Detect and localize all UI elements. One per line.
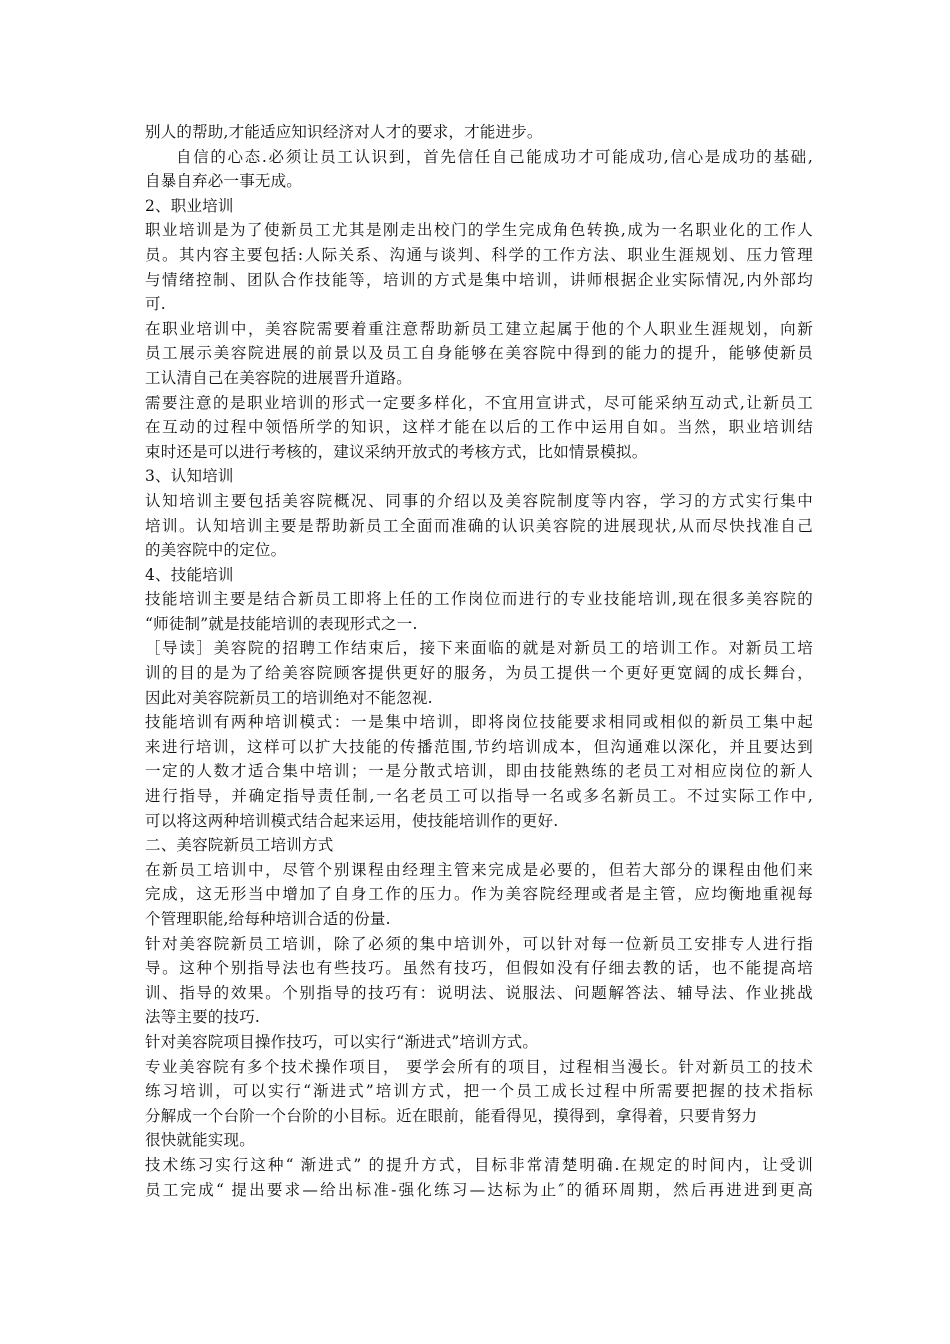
text-line: 员工展示美容院进展的前景以及员工自身能够在美容院中得到的能力的提升，能够使新员 bbox=[145, 344, 813, 363]
text-line: 个管理职能,给每种培训合适的份量. bbox=[145, 910, 391, 928]
text-line: 来进行培训，这样可以扩大技能的传播范围,节约培训成本，但沟通难以深化，并且要达到 bbox=[145, 737, 813, 756]
text-line: 二、美容院新员工培训方式 bbox=[145, 836, 334, 855]
text-line: 技能培训有两种培训模式：一是集中培训，即将岗位技能要求相同或相似的新员工集中起 bbox=[145, 713, 813, 732]
text-line: 可. bbox=[145, 295, 166, 314]
text-line: 3、认知培训 bbox=[145, 467, 234, 486]
text-line: 很快就能实现。 bbox=[145, 1131, 255, 1150]
text-line: 在互动的过程中领悟所学的知识，这样才能在以后的工作中运用自如。当然，职业培训结 bbox=[145, 418, 813, 437]
text-line: 需要注意的是职业培训的形式一定要多样化，不宜用宣讲式，尽可能采纳互动式,让新员工 bbox=[145, 393, 813, 412]
text-line: 认知培训主要包括美容院概况、同事的介绍以及美容院制度等内容，学习的方式实行集中 bbox=[145, 491, 813, 510]
text-line: 可以将这两种培训模式结合起来运用，使技能培训作的更好. bbox=[145, 811, 559, 830]
text-line: 束时还是可以进行考核的，建议采纳开放式的考核方式，比如情景模拟。 bbox=[145, 442, 648, 461]
text-line: 针对美容院项目操作技巧，可以实行“渐进式”培训方式。 bbox=[145, 1032, 539, 1051]
text-line: 完成，这无形当中增加了自身工作的压力。作为美容院经理或者是主管，应均衡地重视每 bbox=[145, 885, 813, 904]
text-line: 专业美容院有多个技术操作项目， 要学会所有的项目，过程相当漫长。针对新员工的技术 bbox=[145, 1057, 813, 1076]
text-line: 的美容院中的定位。 bbox=[145, 541, 287, 560]
text-line: 工认清自己在美容院的进展晋升道路。 bbox=[145, 368, 412, 387]
text-line: 员工完成“ 提出要求—给出标准-强化练习—达标为止″的循环周期，然后再进进到更高 bbox=[145, 1180, 813, 1199]
text-line: 别人的帮助,才能适应知识经济对人才的要求，才能进步。 bbox=[145, 123, 543, 141]
document-page bbox=[145, 120, 813, 1202]
text-line: 因此对美容院新员工的培训绝对不能忽视. bbox=[145, 688, 433, 707]
text-line: 培训。认知培训主要是帮助新员工全面而准确的认识美容院的进展现状,从而尽快找准自己 bbox=[145, 516, 813, 535]
text-line: 与情绪控制、团队合作技能等，培训的方式是集中培训，讲师根据企业实际情况,内外部均 bbox=[145, 270, 813, 289]
text-line: 法等主要的技巧. bbox=[145, 1008, 261, 1027]
text-line: 自暴自弃必一事无成。 bbox=[145, 172, 303, 191]
text-line: 训、指导的效果。个别指导的技巧有：说明法、说服法、问题解答法、辅导法、作业挑战 bbox=[145, 983, 813, 1002]
text-line: 员。其内容主要包括:人际关系、沟通与谈判、科学的工作方法、职业生涯规划、压力管理 bbox=[145, 245, 813, 264]
text-line: 进行指导，并确定指导责任制,一名老员工可以指导一名或多名新员工。不过实际工作中, bbox=[145, 787, 813, 806]
text-line: 练习培训，可以实行“渐进式”培训方式，把一个员工成长过程中所需要把握的技术指标 bbox=[145, 1082, 813, 1101]
text-line: 4、技能培训 bbox=[145, 565, 234, 584]
text-line: 导。这种个别指导法也有些技巧。虽然有技巧，但假如没有仔细去教的话，也不能提高培 bbox=[145, 959, 813, 978]
text-line: 分解成一个台阶一个台阶的小目标。近在眼前，能看得见，摸得到，拿得着，只要肯努力 bbox=[145, 1106, 758, 1125]
text-line: 在新员工培训中，尽管个别课程由经理主管来完成是必要的，但若大部分的课程由他们来 bbox=[145, 860, 813, 879]
text-line: 针对美容院新员工培训，除了必须的集中培训外，可以针对每一位新员工安排专人进行指 bbox=[145, 934, 813, 953]
text-line: 2、职业培训 bbox=[145, 196, 234, 215]
text-line: 自信的心态.必须让员工认识到，首先信任自己能成功才可能成功,信心是成功的基础, bbox=[176, 147, 813, 166]
text-line: 训的目的是为了给美容院顾客提供更好的服务，为员工提供一个更好更宽阔的成长舞台， bbox=[145, 664, 813, 683]
text-line: 在职业培训中，美容院需要着重注意帮助新员工建立起属于他的个人职业生涯规划，向新 bbox=[145, 319, 813, 338]
text-line: 技术练习实行这种“ 渐进式” 的提升方式，目标非常清楚明确.在规定的时间内，让受训 bbox=[145, 1155, 813, 1174]
text-line: “师徒制”就是技能培训的表现形式之一. bbox=[145, 614, 418, 633]
text-line: 一定的人数才适合集中培训；一是分散式培训，即由技能熟练的老员工对相应岗位的新人 bbox=[145, 762, 813, 781]
text-line: 职业培训是为了使新员工尤其是刚走出校门的学生完成角色转换,成为一名职业化的工作人 bbox=[145, 221, 813, 240]
text-line: ［导读］美容院的招聘工作结束后，接下来面临的就是对新员工的培训工作。对新员工培 bbox=[145, 639, 813, 658]
text-line: 技能培训主要是结合新员工即将上任的工作岗位而进行的专业技能培训,现在很多美容院的 bbox=[145, 590, 813, 609]
